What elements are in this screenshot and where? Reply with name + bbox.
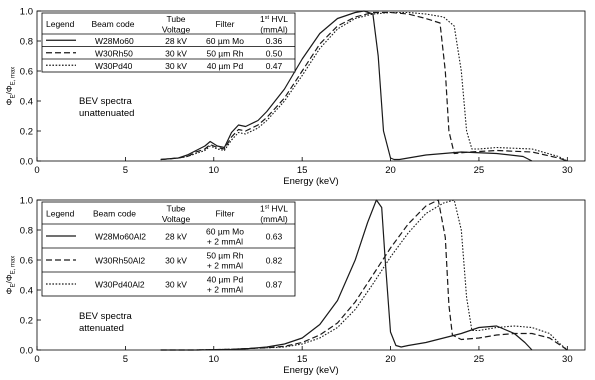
legend-filter: 40 µm Pd	[206, 274, 244, 285]
x-tick-label: 25	[473, 165, 485, 176]
y-axis-label	[4, 67, 17, 106]
x-tick-label: 0	[34, 354, 40, 365]
x-tick-label: 10	[208, 354, 220, 365]
y-axis-label-part: Φ	[4, 98, 14, 106]
legend-header-hvl-part: st	[264, 15, 270, 21]
y-axis-label-part: E	[10, 94, 17, 99]
y-tick-label: 0.4	[19, 96, 33, 108]
legend-voltage: 30 kV	[165, 279, 187, 290]
legend-voltage: 30 kV	[165, 60, 187, 71]
legend-voltage: 30 kV	[165, 255, 187, 266]
x-tick-label: 5	[122, 354, 129, 365]
legend-header-hvl	[260, 204, 288, 214]
y-tick-label: 0.4	[19, 285, 33, 297]
legend-hvl: 0.36	[265, 35, 283, 46]
legend-header-hvl-unit: (mmAl)	[260, 214, 288, 224]
legend-beam-code: W30Pd40	[95, 60, 133, 71]
x-tick-label: 10	[208, 165, 220, 176]
x-tick-label: 15	[296, 354, 308, 365]
x-tick-label: 30	[562, 354, 573, 365]
legend-beam-code: W30Rh50Al2	[95, 255, 146, 266]
y-axis-label-part: /Φ	[4, 85, 14, 95]
legend-hvl: 0.63	[265, 231, 283, 242]
legend-voltage: 28 kV	[165, 231, 187, 242]
legend-hvl: 0.50	[265, 48, 283, 59]
legend-filter: 50 µm Rh	[206, 250, 244, 261]
legend-beam-code: W30Rh50	[95, 48, 133, 59]
legend-header-legend: Legend	[46, 19, 75, 29]
y-tick-label: 0.8	[19, 225, 33, 237]
legend-header-hvl-part: 1	[260, 203, 265, 214]
y-axis-label-part: Φ	[4, 287, 14, 295]
legend-hvl: 0.47	[265, 60, 283, 71]
legend-header-voltage-2: Voltage	[161, 214, 191, 224]
y-axis-label-part: /Φ	[4, 274, 14, 284]
legend-header-voltage: Tube	[166, 203, 186, 214]
legend-beam-code: W28Mo60	[95, 35, 134, 46]
chart-panel-2	[4, 196, 585, 377]
legend-filter: 60 µm Mo	[206, 226, 244, 237]
x-axis-label: Energy (keV)	[283, 365, 339, 376]
legend-table	[42, 13, 295, 72]
legend-header-beam: Beam code	[93, 208, 136, 219]
y-tick-label: 0.8	[19, 36, 33, 48]
chart-panel-1	[4, 7, 585, 188]
y-axis-label-part: E	[10, 283, 17, 288]
legend-hvl: 0.82	[265, 255, 283, 266]
y-tick-label: 0.6	[19, 66, 33, 78]
legend-filter: 60 µm Mo	[206, 35, 244, 46]
legend-filter-2: + 2 mmAl	[206, 260, 244, 271]
x-tick-label: 15	[296, 165, 308, 176]
y-tick-label: 1.0	[19, 6, 33, 18]
x-tick-label: 25	[473, 354, 485, 365]
legend-table	[42, 202, 295, 296]
x-axis-label: Energy (keV)	[283, 176, 339, 187]
y-tick-label: 0.0	[19, 156, 33, 168]
y-axis-label-part: E, max	[10, 255, 17, 275]
legend-beam-code: W28Mo60Al2	[95, 231, 147, 242]
annotation-line-1: BEV spectra	[79, 96, 132, 107]
legend-voltage: 28 kV	[165, 35, 187, 46]
y-tick-label: 0.6	[19, 255, 33, 267]
legend-header-hvl-part: st	[264, 204, 270, 211]
legend-filter-2: + 2 mmAl	[206, 236, 244, 247]
y-axis-label	[4, 256, 17, 295]
legend-header-hvl-unit: (mmAl)	[260, 24, 288, 35]
y-axis-label-part: E, max	[10, 66, 17, 86]
y-tick-label: 0.0	[19, 345, 33, 357]
annotation-line-2: unattenuated	[79, 108, 135, 119]
legend-header-filter: Filter	[215, 19, 235, 29]
x-tick-label: 20	[385, 165, 396, 176]
legend-header-voltage-2: Voltage	[161, 24, 191, 35]
legend-header-voltage: Tube	[166, 14, 186, 24]
legend-hvl: 0.87	[265, 279, 283, 290]
legend-header-legend: Legend	[46, 208, 75, 219]
y-tick-label: 0.2	[19, 126, 33, 138]
y-tick-label: 1.0	[19, 195, 33, 207]
legend-header-hvl-part: HVL	[269, 203, 288, 214]
legend-header-beam: Beam code	[91, 19, 135, 29]
x-tick-label: 30	[562, 165, 573, 176]
x-tick-label: 20	[385, 354, 396, 365]
y-tick-label: 0.2	[19, 315, 33, 327]
legend-filter-2: + 2 mmAl	[206, 284, 244, 295]
legend-beam-code: W30Pd40Al2	[95, 279, 145, 290]
legend-voltage: 30 kV	[165, 48, 187, 59]
legend-filter: 50 µm Rh	[206, 48, 244, 59]
legend-header-filter: Filter	[215, 208, 235, 219]
annotation-line-1: BEV spectra	[79, 311, 132, 322]
x-tick-label: 0	[34, 165, 40, 176]
x-tick-label: 5	[122, 165, 129, 176]
legend-filter: 40 µm Pd	[206, 60, 244, 71]
legend-header-hvl	[260, 14, 288, 24]
legend-header-hvl-part: 1	[260, 14, 265, 24]
annotation-line-2: attenuated	[79, 323, 124, 334]
legend-header-hvl-part: HVL	[269, 14, 288, 24]
